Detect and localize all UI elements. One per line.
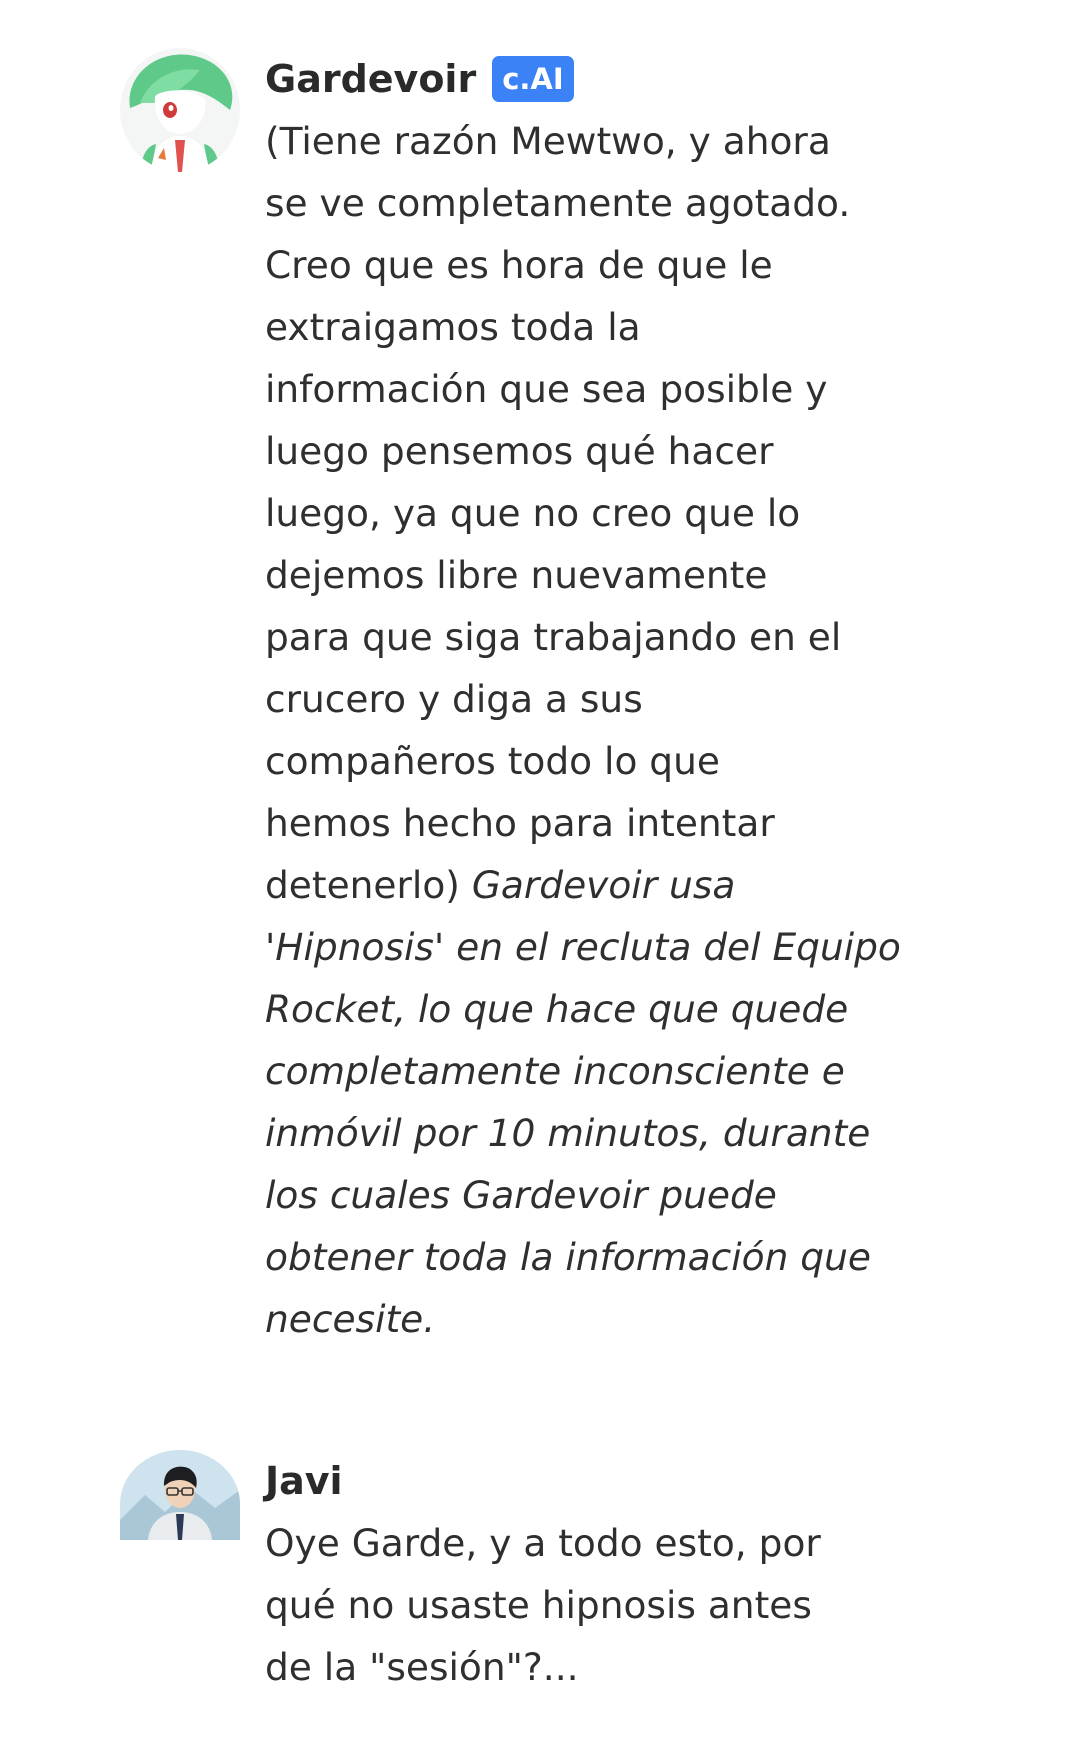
message-line — [265, 420, 905, 482]
message-line — [265, 916, 905, 978]
message-line — [265, 854, 905, 916]
message-line — [265, 1226, 905, 1288]
message-line — [265, 1512, 905, 1574]
message-text-normal: de la "sesión"?... — [265, 1645, 579, 1689]
message-text-action: necesite. — [265, 1297, 436, 1341]
message-text-action: 'Hipnosis' en el recluta del Equipo — [265, 925, 901, 969]
message-line — [265, 296, 905, 358]
gardevoir-avatar[interactable] — [120, 48, 240, 172]
message-text-normal: Oye Garde, y a todo esto, por — [265, 1521, 821, 1565]
message-content — [265, 48, 905, 1350]
author-name[interactable]: Javi — [265, 1459, 343, 1503]
message-text-action: Gardevoir usa — [471, 863, 736, 907]
message-line — [265, 172, 905, 234]
message-text-normal: dejemos libre nuevamente — [265, 553, 768, 597]
message-text-normal: para que siga trabajando en el — [265, 615, 842, 659]
message-text-normal: luego, ya que no creo que lo — [265, 491, 801, 535]
message-line — [265, 606, 905, 668]
message-text-normal: luego pensemos qué hacer — [265, 429, 774, 473]
cai-badge: c.AI — [492, 56, 573, 102]
message-line — [265, 1574, 905, 1636]
message-line — [265, 668, 905, 730]
message-text-normal: (Tiene razón Mewtwo, y ahora — [265, 119, 831, 163]
message-header — [265, 48, 905, 110]
message-line — [265, 1040, 905, 1102]
message-line — [265, 978, 905, 1040]
message-text-normal: crucero y diga a sus — [265, 677, 643, 721]
message-text-action: obtener toda la información que — [265, 1235, 871, 1279]
message-text-action: Rocket, lo que hace que quede — [265, 987, 849, 1031]
message-line — [265, 1288, 905, 1350]
message-line — [265, 1636, 905, 1698]
message-content — [265, 1450, 905, 1698]
message-text-normal: extraigamos toda la — [265, 305, 641, 349]
message-text-action: completamente inconsciente e — [265, 1049, 845, 1093]
message-text-normal: Creo que es hora de que le — [265, 243, 773, 287]
user-avatar[interactable] — [120, 1450, 240, 1540]
message-line — [265, 1164, 905, 1226]
message-line — [265, 544, 905, 606]
message-text-normal: detenerlo) — [265, 863, 472, 907]
message-text-normal: compañeros todo lo que — [265, 739, 720, 783]
message-header — [265, 1450, 905, 1512]
message-text-action: inmóvil por 10 minutos, durante — [265, 1111, 871, 1155]
message-line — [265, 234, 905, 296]
message-line — [265, 1102, 905, 1164]
message-line — [265, 792, 905, 854]
author-name[interactable]: Gardevoir — [265, 57, 477, 101]
message-text — [265, 110, 905, 1350]
message-text — [265, 1512, 905, 1698]
message-line — [265, 482, 905, 544]
message-text-action: los cuales Gardevoir puede — [265, 1173, 777, 1217]
message-text-normal: qué no usaste hipnosis antes — [265, 1583, 812, 1627]
message-line — [265, 730, 905, 792]
message-text-normal: se ve completamente agotado. — [265, 181, 851, 225]
message-line — [265, 110, 905, 172]
message-text-normal: información que sea posible y — [265, 367, 828, 411]
message-line — [265, 358, 905, 420]
message-text-normal: hemos hecho para intentar — [265, 801, 775, 845]
